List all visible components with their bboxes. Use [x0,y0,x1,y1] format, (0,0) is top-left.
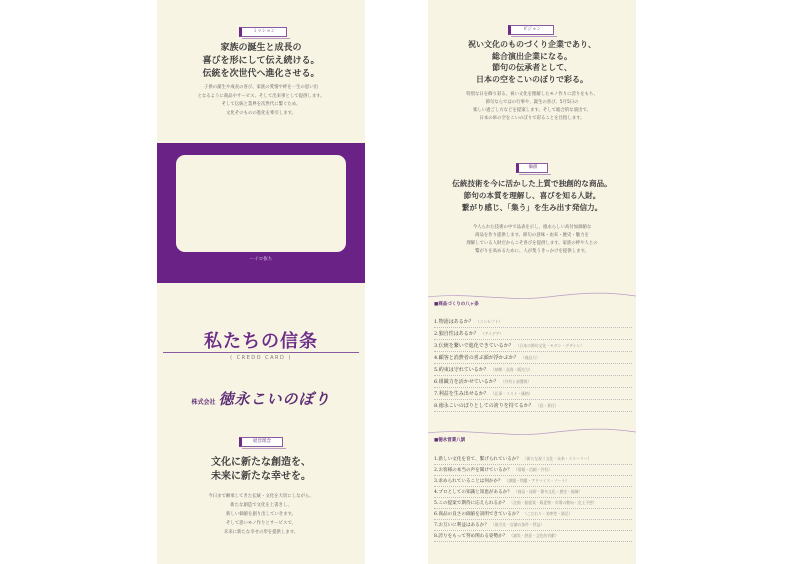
philosophy-tab: 経営理念 [239,437,283,447]
vision-tab: ビジョン [508,25,554,35]
values-headline: 伝統技術を今に活かした上質で独創的な商品。 節句の本質を理解し、喜びを知る人財。 繋がり感じ、「集う」を生み出す発信力。 [452,179,612,212]
divider [163,352,359,353]
values-tab: 価値 [516,163,548,173]
values-body: 今人られた技術の中で品表を示し、徳永らしい高付加価値な 商品を作り提供します。節句の意味・由来・歴史・魅力を 理解している人財だからこそ喜びを提供します。家族の絆や人との 繋がりを高めるために、人が集うきっかけを提供します。 [466,225,598,254]
list-item: 8.徳永こいのぼりとしての誇りを持てるか？ （恐・責任） [434,400,632,412]
list-item: 7.お互いに利益はあるか？ （取引先・店舗の条件・利益） [434,520,632,531]
philosophy-body: 今日まで継承してきた伝統・文化を大切にしながら、 新たな創造で文化を上書きし、 新しい価値を創り出していきます。 そして思いモノ作りとサービスで、 未来に新たな幸せの形を提供します。 [208,494,314,535]
company-name: 徳永こいのぼり [218,390,331,408]
list-item: 7.利益を生み出せるか？ （仕事・コスト・価格） [434,388,632,400]
checklist1 [434,316,632,412]
list-item: 3.求められていることは何かか？ （課題・問題・アドバイス・ノート） [434,476,632,487]
mission-tab: ミッション [239,27,287,37]
philosophy-headline: 文化に新たな創造を、 未来に新たな幸せを。 [211,457,311,482]
list-item: 8.誇りをもって努め関わる姿勢か？ （誠実・熱意・文化的貢献） [434,531,632,542]
checklist2-title: ■徳永営業八訓 [434,438,466,443]
credo-title: 私たちの信条 [204,331,318,352]
right-panel [428,0,636,564]
list-item: 2.お客様の本当の声を聞けているか？ （情報・信頼・共有） [434,465,632,476]
list-item: 1.新しい文化を育て、繋げられているか？ （新たな祝う文化・未来・ストーリー） [434,454,632,465]
list-item: 6.商品の良さの価値を説明できているか？ （こだわり・効率性・満足） [434,509,632,520]
list-item: 4.顧客と消費者の喜ぶ顔が浮かぶか？ （商品力） [434,352,632,364]
vision-headline: 祝い文化のものづくり企業であり、 総合演出企業になる。 節句の伝承者として、 日本の空をこいのぼりで彩る。 [468,39,596,84]
list-item: 3.伝統を繋いで進化できているか？ （日本の節句文化・モダン・デザイン） [434,340,632,352]
company-prefix: 株式会社 [191,399,216,406]
company-logo [157,388,365,409]
list-item: 4.プロとしての知識と知恵があるか？ （商品・技術・節句文化・歴史・地域） [434,487,632,498]
vision-body: 特別な日を飾り彩る、祝い文化を理解したモノ作りに誇りをもち、 節句ならではの行事や、誕生の喜び、5月5日の 楽しい過ごし方などを提案します。そして総合的な演出で、 日本の皐の空をこいのぼりで彩ることを目指します。 [466,92,598,121]
band-caption: ーイロ抜ち [249,257,273,262]
mission-body: 子供の誕生や成長の喜び、家族の愛情や絆を一生の思い出 となるように商品やサービス、そして出来事として提供します。 そして伝統と業界を次世代に繋ぐため、 文化そのものの進化を牽引します。 [197,85,325,116]
left-panel [157,0,365,564]
mission-headline: 家族の誕生と成長の 喜びを形にして伝え続ける。 伝統を次世代へ進化させる。 [202,43,320,79]
list-item: 6.組織力を活かせているか？ （共有と部署間） [434,376,632,388]
card-window [176,155,346,252]
list-item: 2.独自性はあるか？ （アイデア） [434,328,632,340]
list-item: 5.この提案で期待に応えられるか？ （企画・総提案・販促物・市場の動向・売上予想） [434,498,632,509]
credo-subtitle: ( CREDO CARD ) [230,355,292,361]
checklist2 [434,454,632,542]
list-item: 5.約束は守れているか？ （納期・品質・販売力） [434,364,632,376]
purple-card-band [157,143,365,283]
list-item: 1.物語はあるか？ （コンセプト） [434,316,632,328]
checklist1-title: ■商品づくりの八ヶ条 [434,302,479,307]
